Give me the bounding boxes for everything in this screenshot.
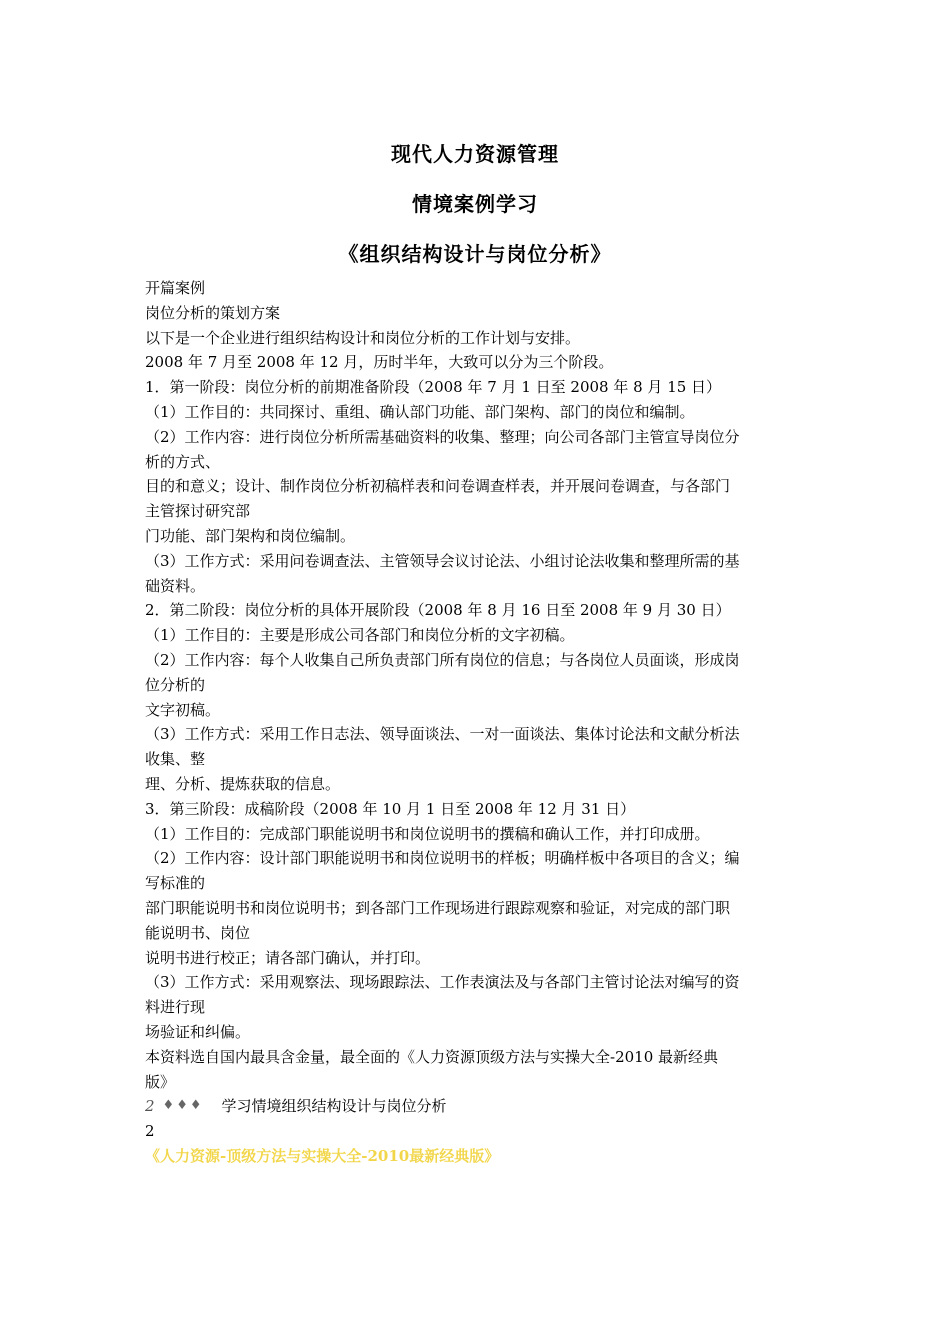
body-line: 门功能、部门架构和岗位编制。: [145, 526, 356, 545]
body-line: 主管探讨研究部: [145, 502, 251, 521]
body-line: 目的和意义；设计、制作岗位分析初稿样表和问卷调查样表，并开展问卷调查，与各部门: [145, 477, 731, 496]
body-line: （3）工作方式：采用问卷调查法、主管领导会议讨论法、小组讨论法收集和整理所需的基: [145, 551, 740, 570]
body-line: 2．第二阶段：岗位分析的具体开展阶段（2008 年 8 月 16 日至 2008 年 9 月 30 日）: [145, 601, 731, 620]
body-line: 能说明书、岗位: [145, 923, 251, 942]
body-line: （3）工作方式：采用工作日志法、领导面谈法、一对一面谈法、集体讨论法和文献分析法: [145, 725, 740, 744]
body-line: 3．第三阶段：成稿阶段（2008 年 10 月 1 日至 2008 年 12 月 31 日）: [145, 799, 636, 818]
body-line: 2008 年 7 月至 2008 年 12 月，历时半年，大致可以分为三个阶段。: [145, 353, 614, 372]
body-line: （1）工作目的：共同探讨、重组、确认部门功能、部门架构、部门的岗位和编制。: [145, 402, 695, 421]
body-line: 本资料选自国内最具含金量，最全面的《人力资源顶级方法与实操大全-2010 最新经典: [145, 1047, 719, 1066]
body-line: （3）工作方式：采用观察法、现场跟踪法、工作表演法及与各部门主管讨论法对编写的资: [145, 973, 740, 992]
body-line: 1．第一阶段：岗位分析的前期准备阶段（2008 年 7 月 1 日至 2008 年 8 月 15 日）: [145, 378, 722, 397]
body-line: 收集、整: [145, 750, 206, 769]
body-line: 位分析的: [145, 675, 206, 694]
footer-section-title: 学习情境组织结构设计与岗位分析: [221, 1097, 447, 1116]
running-footer: [145, 1094, 813, 1119]
body-line: （1）工作目的：完成部门职能说明书和岗位说明书的撰稿和确认工作，并打印成册。: [145, 824, 710, 843]
document-subtitle: 情境案例学习: [412, 192, 538, 216]
body-line: （2）工作内容：设计部门职能说明书和岗位说明书的样板；明确样板中各项目的含义；编: [145, 849, 740, 868]
document-title: 现代人力资源管理: [391, 142, 559, 166]
body-line: 场验证和纠偏。: [145, 1022, 251, 1041]
diamond-ornament-icon: ♦♦♦: [162, 1098, 204, 1114]
body-line: 础资料。: [145, 576, 206, 595]
document-topic: 《组织结构设计与岗位分析》: [338, 242, 612, 266]
footer-page-number: 2: [145, 1097, 155, 1116]
body-line: 料进行现: [145, 998, 206, 1017]
page-number: 2: [145, 1122, 155, 1141]
body-line: 析的方式、: [145, 452, 221, 471]
body-line: （2）工作内容：每个人收集自己所负责部门所有岗位的信息；与各岗位人员面谈，形成岗: [145, 650, 740, 669]
body-line: 岗位分析的策划方案: [145, 303, 281, 322]
body-line: 开篇案例: [145, 279, 206, 297]
body-line: 说明书进行校正；请各部门确认，并打印。: [145, 948, 431, 967]
body-line: 文字初稿。: [145, 700, 221, 719]
body-line: 部门职能说明书和岗位说明书；到各部门工作现场进行跟踪观察和验证，对完成的部门职: [145, 898, 731, 917]
body-line: 理、分析、提炼获取的信息。: [145, 774, 341, 793]
body-line: （1）工作目的：主要是形成公司各部门和岗位分析的文字初稿。: [145, 626, 575, 645]
body-line: （2）工作内容：进行岗位分析所需基础资料的收集、整理；向公司各部门主管宣导岗位分: [145, 427, 740, 446]
body-line: 以下是一个企业进行组织结构设计和岗位分析的工作计划与安排。: [145, 328, 581, 347]
document-body: [145, 276, 813, 1169]
book-reference-watermark: 《人力资源-顶级方法与实操大全-2010最新经典版》: [145, 1146, 500, 1165]
body-line: 写标准的: [145, 874, 206, 893]
body-line: 版》: [145, 1072, 176, 1091]
